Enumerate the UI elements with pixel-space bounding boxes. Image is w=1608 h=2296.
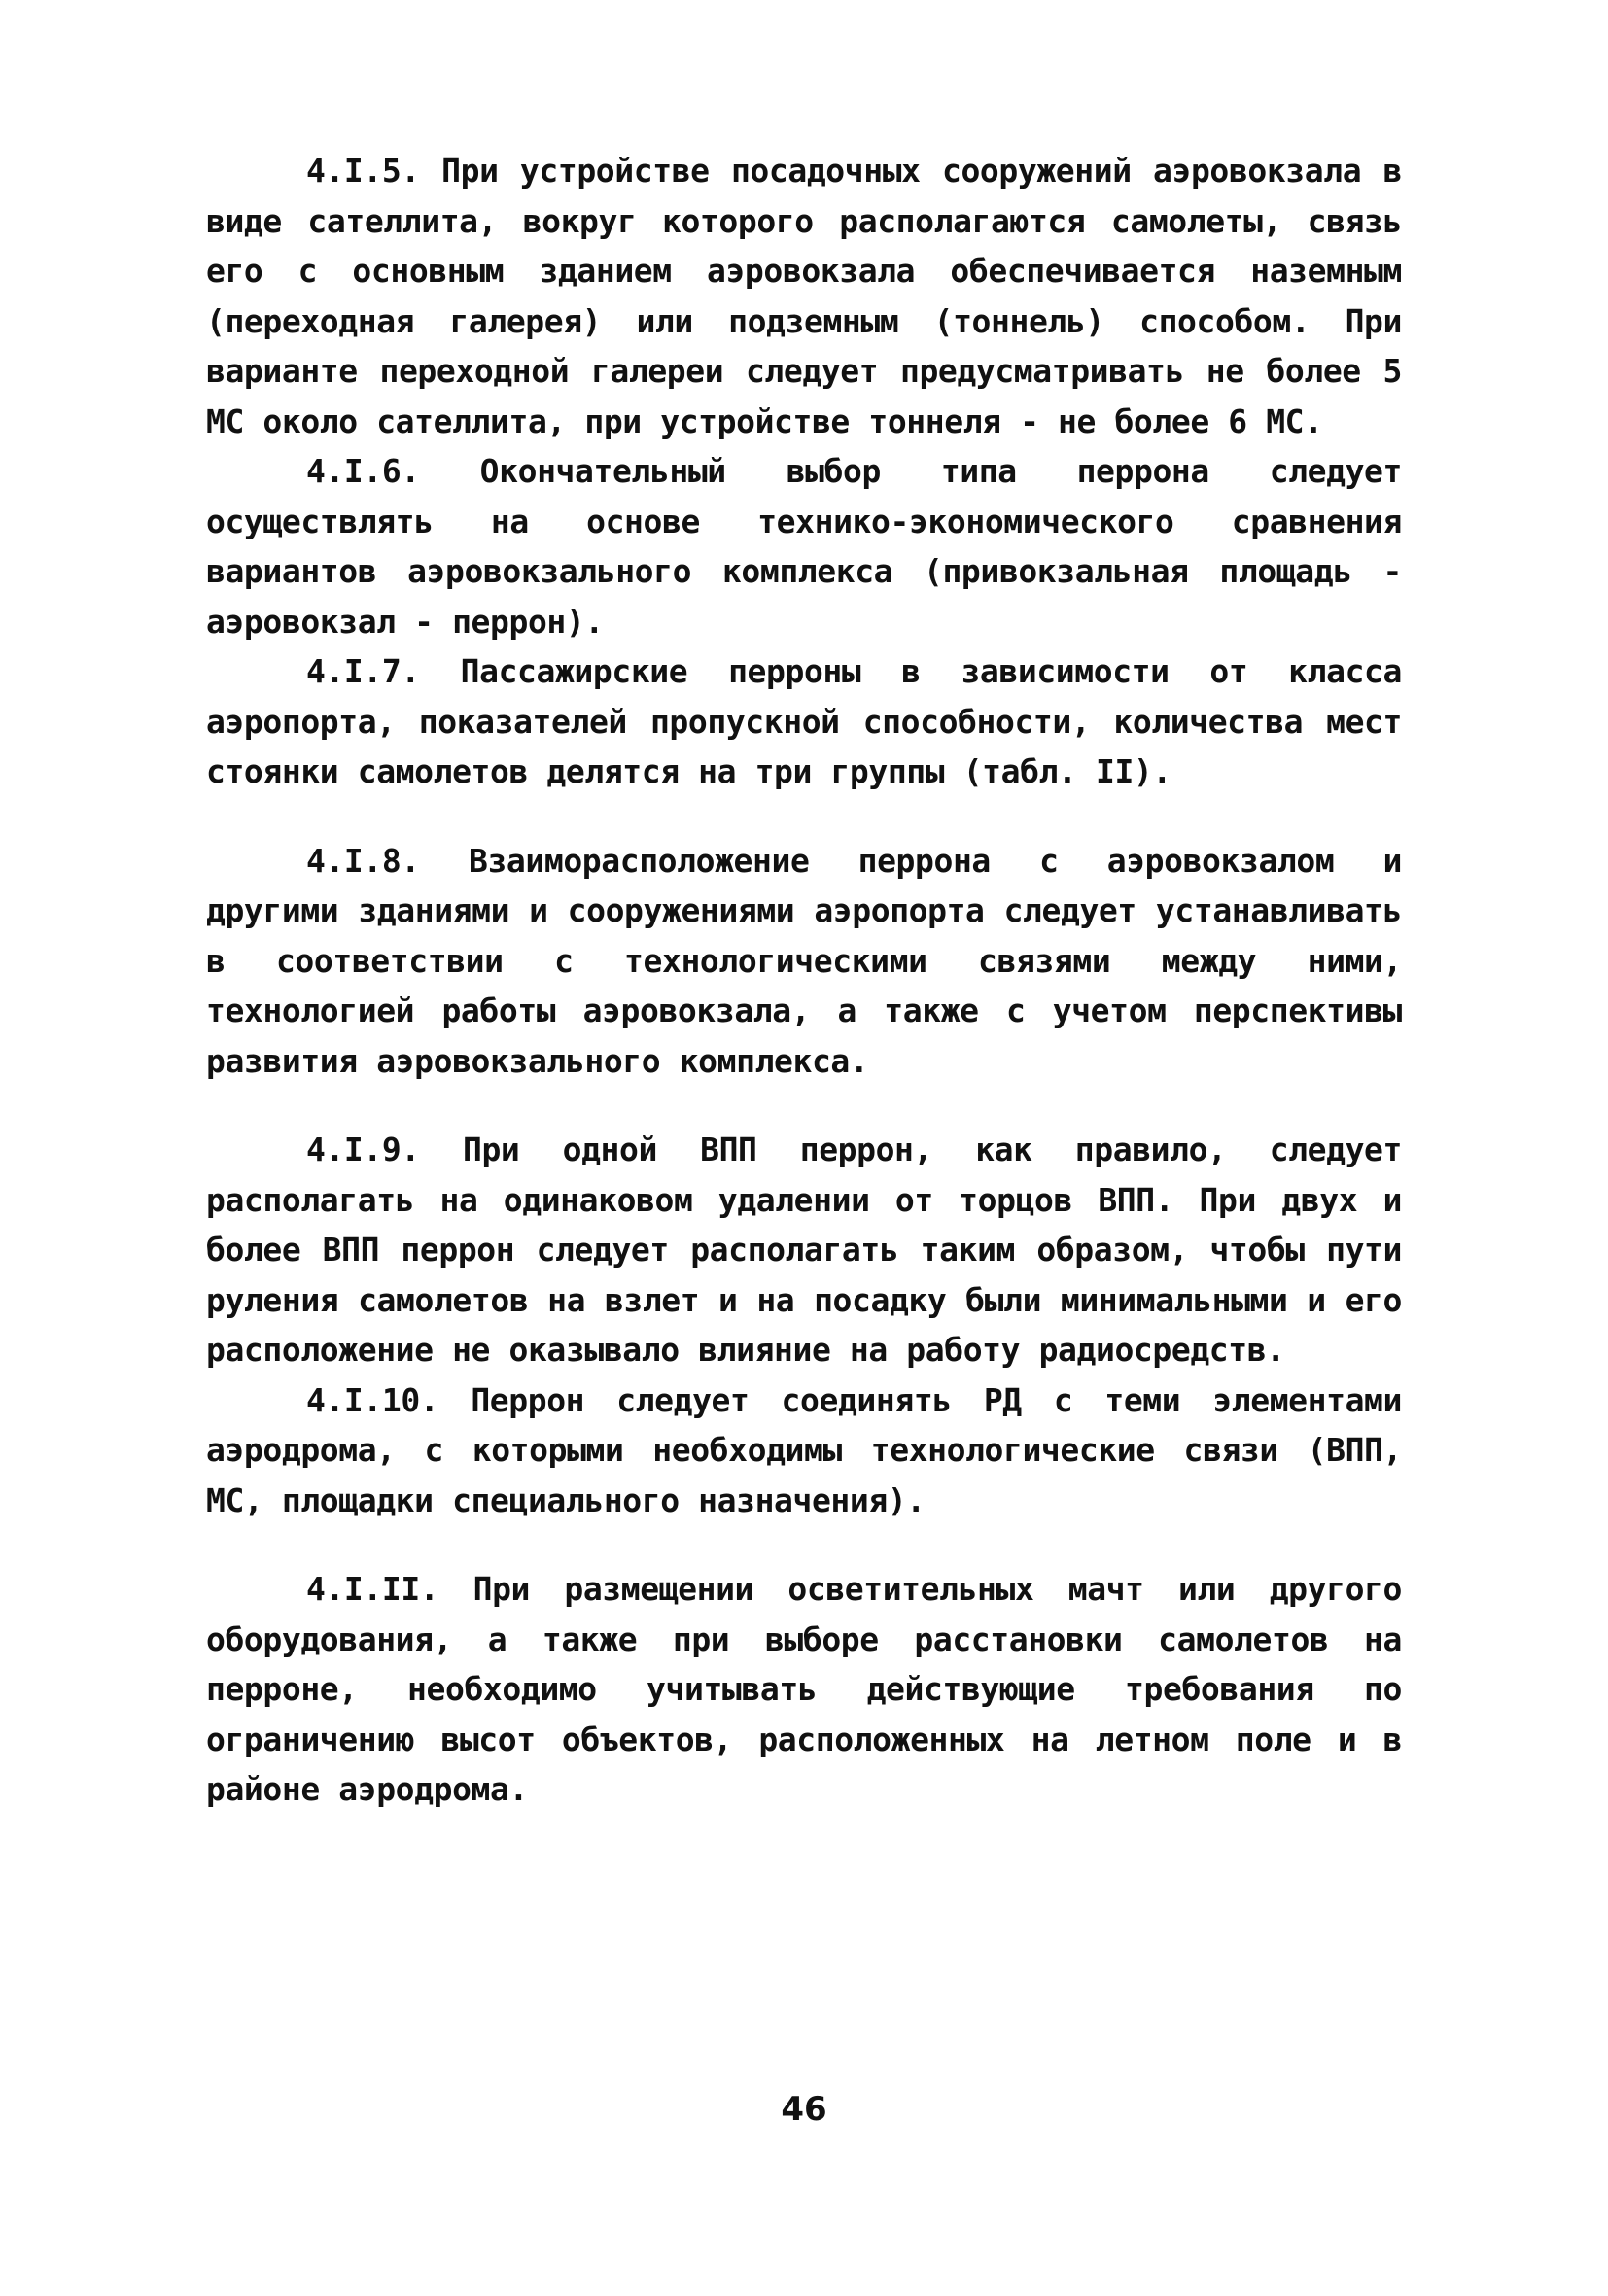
paragraph-4-1-8: 4.I.8. Взаиморасположение перрона с аэровокзалом и другими зданиями и сооружениями аэропорта следует устанавливать в соответствии с технологическими связями между ними, технологией работы аэровокзала, а также с учетом перспективы развития аэровокзального комплекса. xyxy=(206,841,1402,1080)
paragraph-4-1-6: 4.I.6. Окончательный выбор типа перрона следует осуществлять на основе технико-экономического сравнения вариантов аэровокзального комплекса (привокзальная площадь - аэровокзал - перрон). xyxy=(206,452,1402,641)
paragraph-4-1-7: 4.I.7. Пассажирские перроны в зависимости от класса аэропорта, показателей пропускной способности, количества мест стоянки самолетов делятся на три группы (табл. II). xyxy=(206,652,1402,790)
body-text xyxy=(206,146,1402,1815)
paragraph-4-1-9: 4.I.9. При одной ВПП перрон, как правило, следует располагать на одинаковом удалении от торцов ВПП. При двух и более ВПП перрон следует располагать таким образом, чтобы пути руления самолетов на взлет и на посадку были минимальными и его расположение не оказывало влияние на работу радиосредств. xyxy=(206,1131,1402,1369)
paragraph-4-1-5: 4.I.5. При устройстве посадочных сооружений аэровокзала в виде сателлита, вокруг которого располагаются самолеты, связь его с основным зданием аэровокзала обеспечивается наземным (переходная галерея) или подземным (тоннель) способом. При варианте переходной галереи следует предусматривать не более 5 МС около сателлита, при устройстве тоннеля - не более 6 МС. xyxy=(206,152,1402,440)
paragraph-4-1-10: 4.I.10. Перрон следует соединять РД с теми элементами аэродрома, с которыми необходимы технологические связи (ВПП, МС, площадки специального назначения). xyxy=(206,1380,1402,1519)
paragraph-4-1-11: 4.I.II. При размещении осветительных мачт или другого оборудования, а также при выборе расстановки самолетов на перроне, необходимо учитывать действующие требования по ограничению высот объектов, расположенных на летном поле и в районе аэродрома. xyxy=(206,1570,1402,1808)
page-number: 46 xyxy=(781,2090,827,2129)
